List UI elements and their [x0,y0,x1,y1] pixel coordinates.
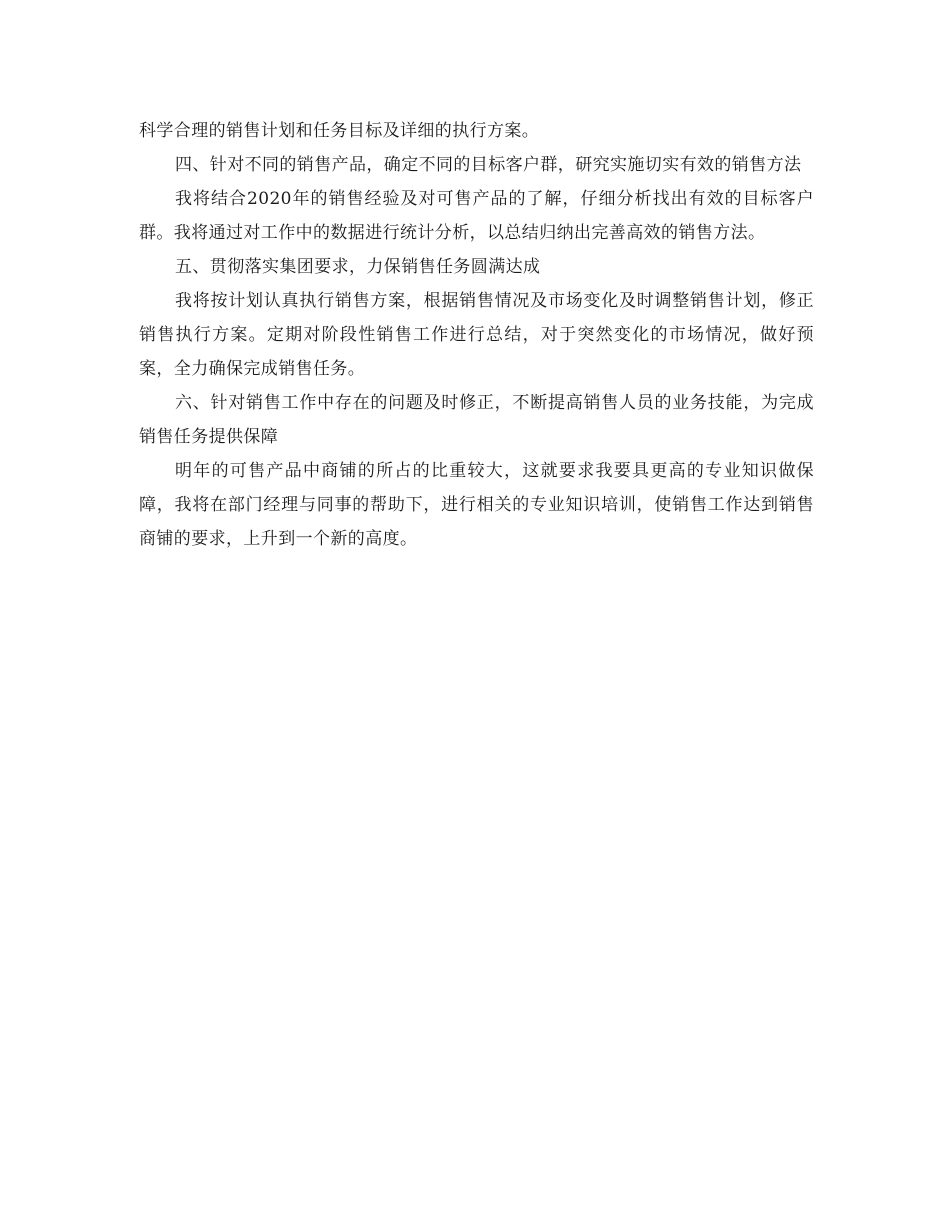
paragraph-section-4: 我将结合2020年的销售经验及对可售产品的了解，仔细分析找出有效的目标客户群。我将通过对工作中的数据进行统计分析，以总结归纳出完善高效的销售方法。 [139,189,814,243]
section-heading-4: 四、针对不同的销售产品，确定不同的目标客户群，研究实施切实有效的销售方法 [175,155,802,175]
document-body [139,114,814,556]
section-heading-6: 六、针对销售工作中存在的问题及时修正，不断提高销售人员的业务技能，为完成销售任务提供保障 [139,393,814,447]
paragraph-section-6: 明年的可售产品中商铺的所占的比重较大，这就要求我要具更高的专业知识做保障，我将在部门经理与同事的帮助下，进行相关的专业知识培训，使销售工作达到销售商铺的要求，上升到一个新的高度。 [139,461,814,549]
paragraph-continuation: 科学合理的销售计划和任务目标及详细的执行方案。 [139,121,540,141]
section-heading-5: 五、贯彻落实集团要求，力保销售任务圆满达成 [175,257,541,277]
paragraph-section-5: 我将按计划认真执行销售方案，根据销售情况及市场变化及时调整销售计划，修正销售执行方案。定期对阶段性销售工作进行总结，对于突然变化的市场情况，做好预案，全力确保完成销售任务。 [139,291,814,379]
